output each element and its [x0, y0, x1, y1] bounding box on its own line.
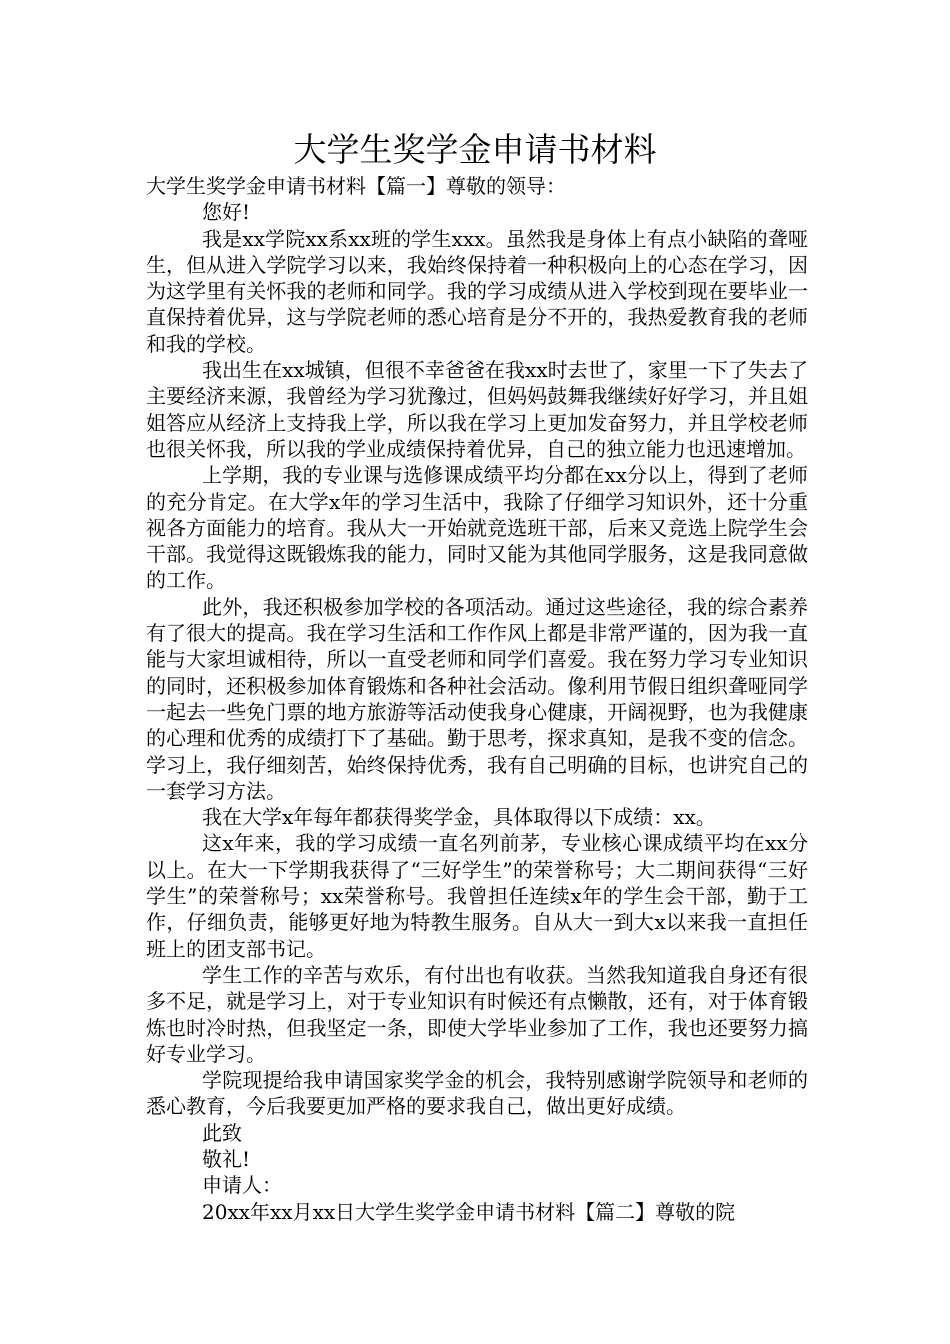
paragraph-heading: 大学生奖学金申请书材料【篇一】尊敬的领导：: [146, 174, 566, 198]
paragraph: 我出生在xx城镇，但很不幸爸爸在我xx时去世了，家里一下了失去了主要经济来源，我曾经为学习犹豫过，但妈妈鼓舞我继续好好学习，并且姐姐答应从经济上支持我上学，所以我在学习上更加发奋努力，并且学校老师也很关怀我，所以我的学业成绩保持着优异，自己的独立能力也迅速增加。: [146, 358, 808, 461]
paragraph: 我是xx学院xx系xx班的学生xxx。虽然我是身体上有点小缺陷的聋哑生，但从进入学院学习以来，我始终保持着一种积极向上的心态在学习，因为这学里有关怀我的老师和同学。我的学习成绩从进入学校到现在要毕业一直保持着优异，这与学院老师的悉心培育是分不开的，我热爱教育我的老师和我的学校。: [146, 226, 808, 356]
paragraph: 学院现提给我申请国家奖学金的机会，我特别感谢学院领导和老师的悉心教育，今后我要更加严格的要求我自己，做出更好成绩。: [146, 1068, 808, 1119]
closing-salute: 敬礼!: [202, 1146, 251, 1171]
document-body: [146, 173, 808, 1225]
paragraph: 我在大学x年每年都获得奖学金，具体取得以下成绩：xx。: [202, 805, 716, 830]
paragraph: 学生工作的辛苦与欢乐，有付出也有收获。当然我知道我自身还有很多不足，就是学习上，对于专业知识有时候还有点懒散，还有，对于体育锻炼也时冷时热，但我坚定一条，即使大学毕业参加了工作，我也还要努力搞好专业学习。: [146, 962, 808, 1066]
applicant-label: 申请人：: [202, 1173, 282, 1198]
date-and-next-heading: 20xx年xx月xx日大学生奖学金申请书材料【篇二】尊敬的院: [202, 1199, 736, 1224]
paragraph: 此外，我还积极参加学校的各项活动。通过这些途径，我的综合素养有了很大的提高。我在学习生活和工作作风上都是非常严谨的，因为我一直能与大家坦诚相待，所以一直受老师和同学们喜爱。我在努力学习专业知识的同时，还积极参加体育锻炼和各种社会活动。像利用节假日组织聋哑同学一起去一些免门票的地方旅游等活动使我身心健康，开阔视野，也为我健康的心理和优秀的成绩打下了基础。勤于思考，探求真知，是我不变的信念。学习上，我仔细刻苦，始终保持优秀，我有自己明确的目标，也讲究自己的一套学习方法。: [146, 594, 808, 803]
paragraph-greeting: 您好!: [202, 200, 251, 225]
document-title: 大学生奖学金申请书材料: [293, 130, 657, 169]
closing-line: 此致: [202, 1120, 242, 1145]
paragraph: 上学期，我的专业课与选修课成绩平均分都在xx分以上，得到了老师的充分肯定。在大学x年的学习生活中，我除了仔细学习知识外，还十分重视各方面能力的培育。我从大一开始就竞选班干部，后来又竞选上院学生会干部。我觉得这既锻炼我的能力，同时又能为其他同学服务，这是我同意做的工作。: [146, 463, 808, 593]
paragraph: 这x年来，我的学习成绩一直名列前茅，专业核心课成绩平均在xx分以上。在大一下学期我获得了“三好学生”的荣誉称号；大二期间获得“三好学生”的荣誉称号；xx荣誉称号。我曾担任连续x年的学生会干部，勤于工作，仔细负责，能够更好地为特教生服务。自从大一到大x以来我一直担任班上的团支部书记。: [146, 831, 808, 961]
